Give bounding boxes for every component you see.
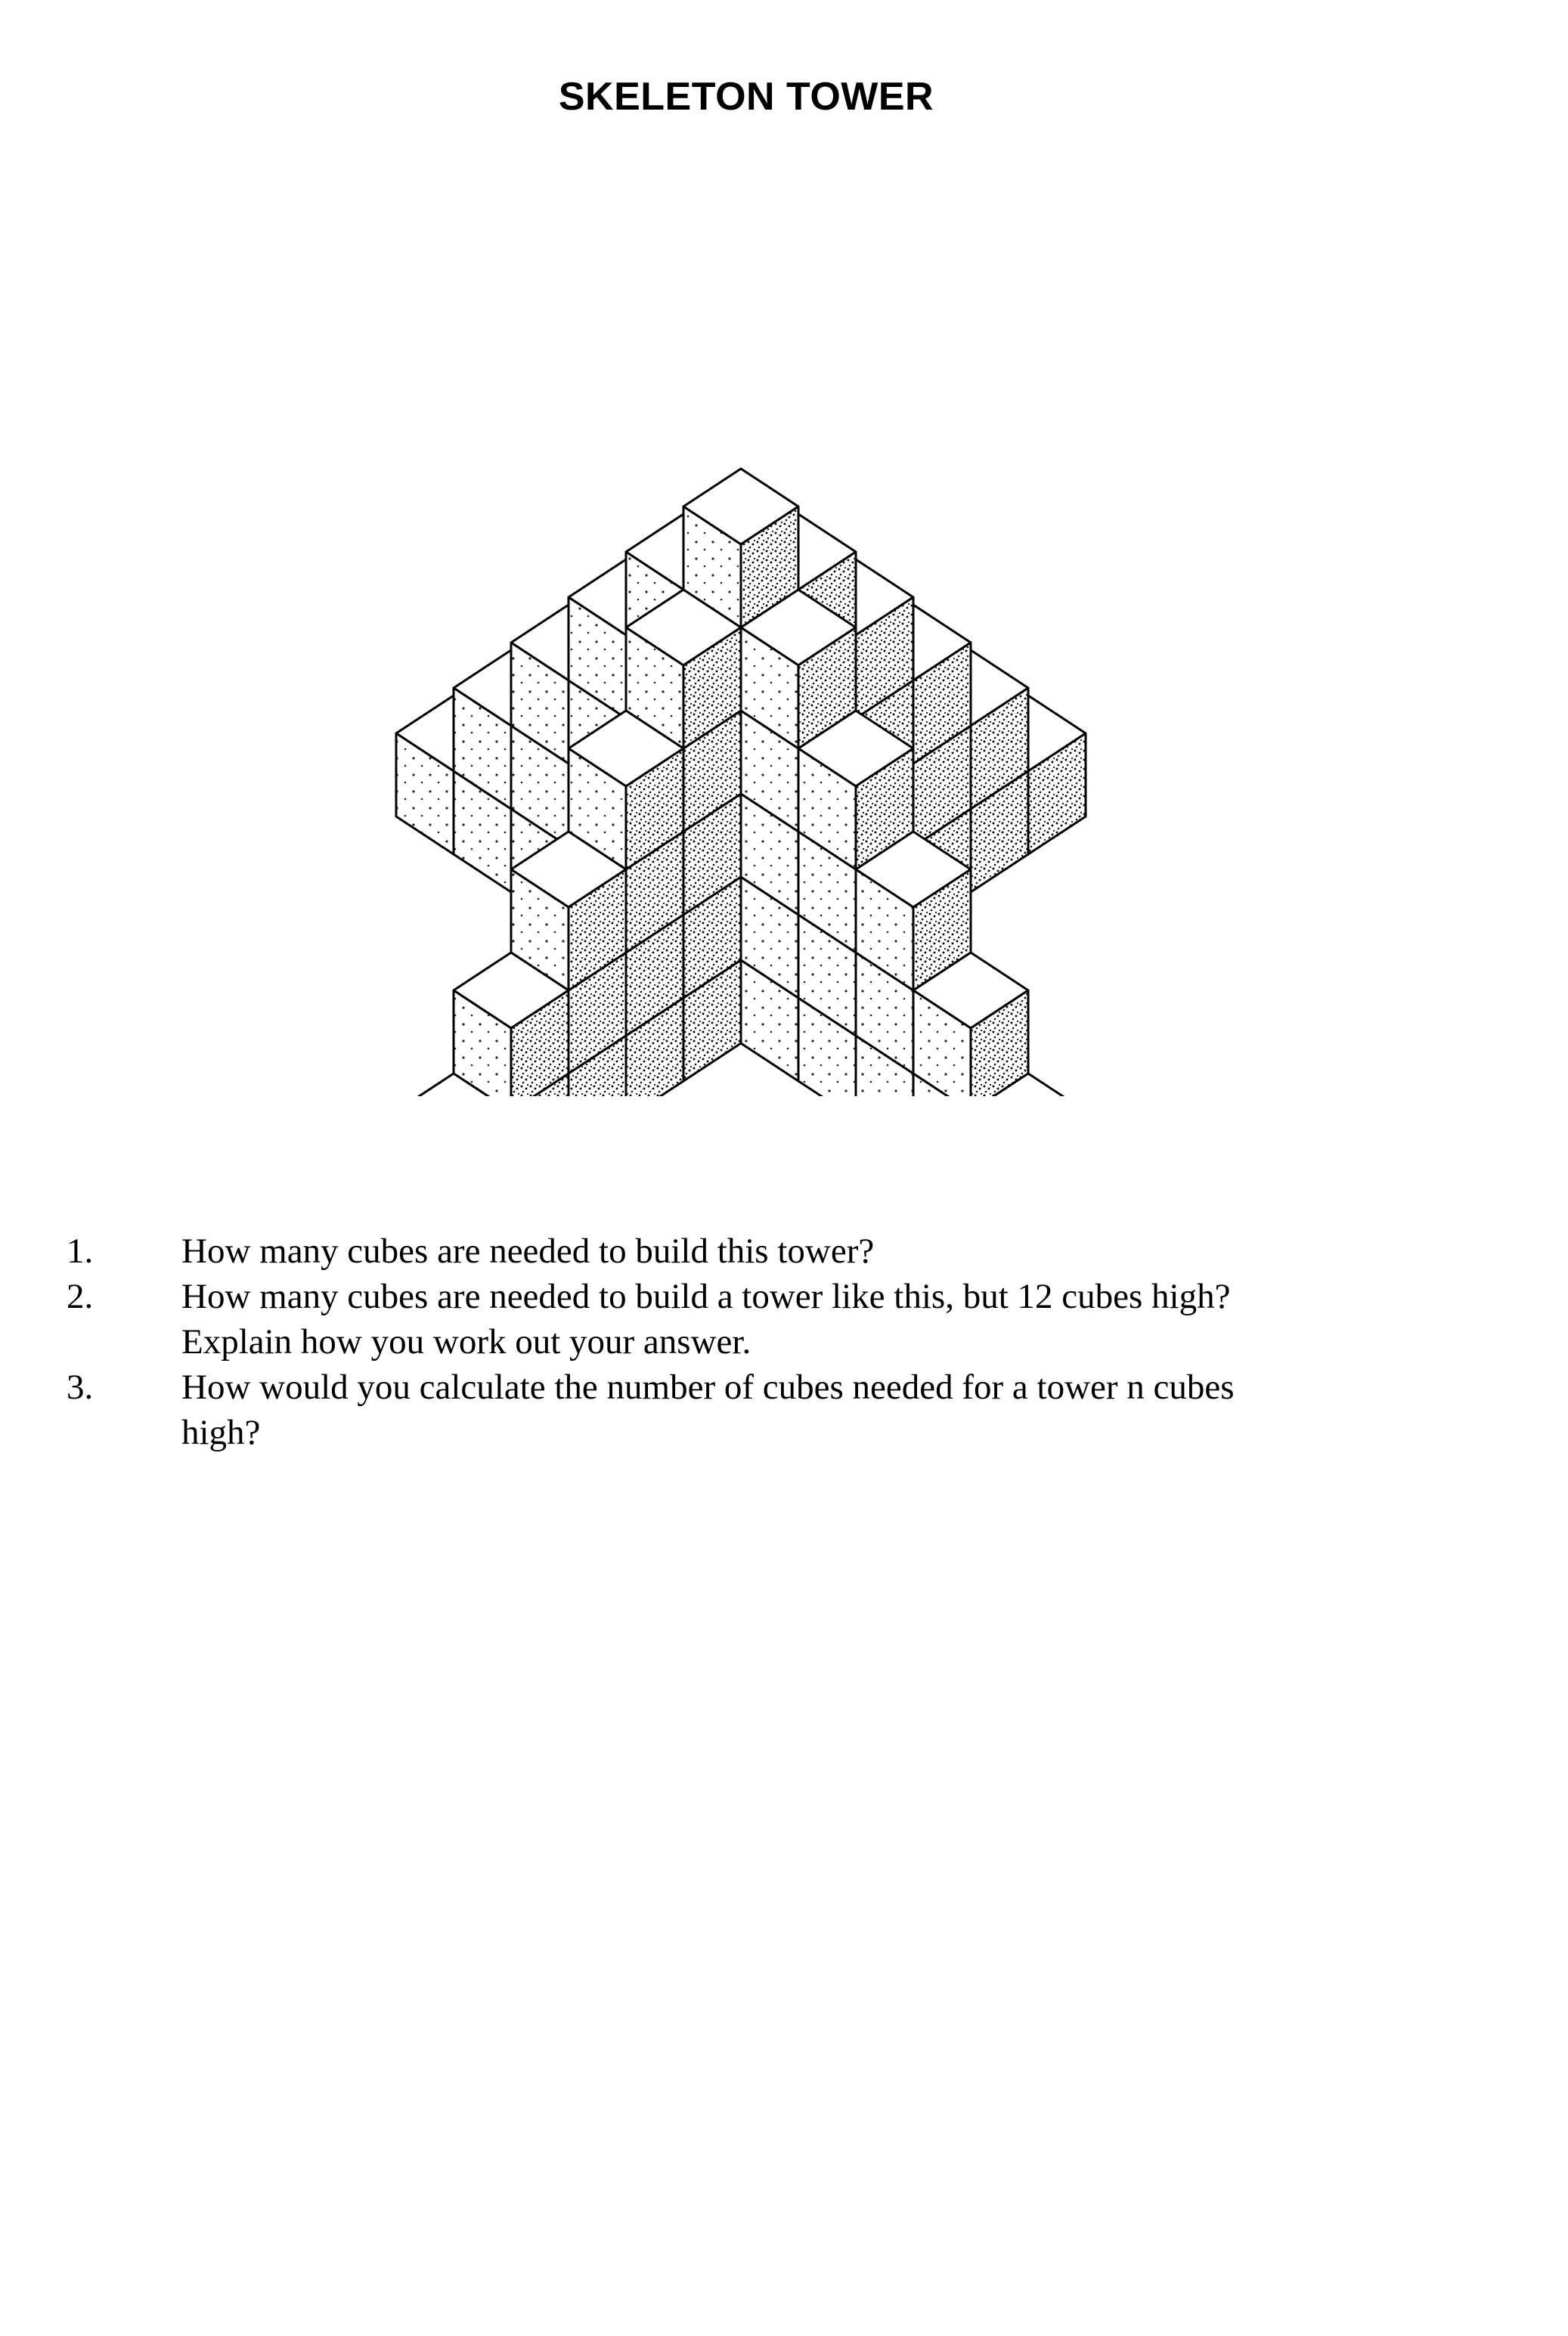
question-item [67,1274,1503,1365]
skeleton-tower-figure [393,204,1119,1096]
question-number: 2. [67,1277,94,1316]
question-item [67,1228,1503,1274]
questions-list [67,1228,1503,1455]
question-number: 3. [67,1368,94,1407]
question-text: How many cubes are needed to build this tower? [181,1232,875,1271]
question-number: 1. [67,1232,94,1271]
page-title: SKELETON TOWER [558,75,934,119]
skeleton-tower-isometric-cubes-icon [393,204,1119,1096]
question-text: How many cubes are needed to build a tower like this, but 12 cubes high? Explain how you work out your answer. [181,1277,1231,1362]
question-item [67,1365,1503,1455]
question-text: How would you calculate the number of cubes needed for a tower n cubes high? [181,1368,1235,1452]
